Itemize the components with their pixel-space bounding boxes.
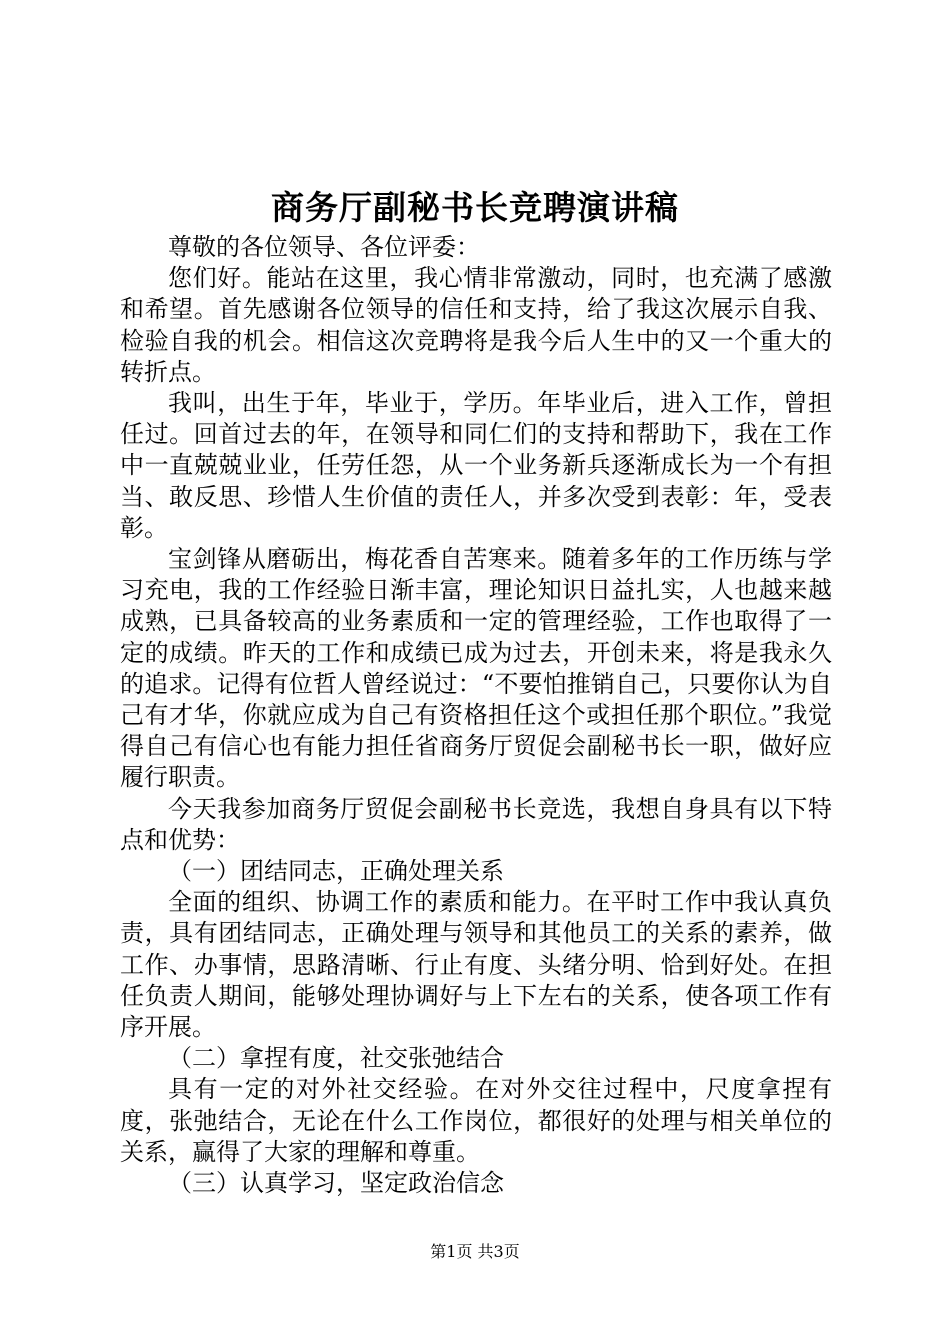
section-heading: （一）团结同志，正确处理关系 bbox=[168, 857, 504, 886]
salutation-paragraph: 尊敬的各位领导、各位评委： bbox=[168, 233, 480, 261]
body-paragraph: 我叫，出生于年，毕业于，学历。年毕业后，进入工作，曾担任过。回首过去的年，在领导和同仁们的支持和帮助下，我在工作中一直兢兢业业，任劳任怨，从一个业务新兵逐渐成长为一个有担当、敢反思、珍惜人生价值的责任人，并多次受到表彰：年，受表彰。 bbox=[120, 389, 832, 542]
document-body bbox=[120, 232, 832, 1199]
body-paragraph: 您们好。能站在这里，我心情非常激动，同时，也充满了感激和希望。首先感谢各位领导的信任和支持，给了我这次展示自我、检验自我的机会。相信这次竞聘将是我今后人生中的又一个重大的转折点。 bbox=[120, 264, 832, 386]
document-title: 商务厅副秘书长竞聘演讲稿 bbox=[271, 188, 679, 227]
section-heading: （二）拿捏有度，社交张弛结合 bbox=[168, 1044, 504, 1073]
page-number-footer: 第1页 共3页 bbox=[430, 1242, 520, 1261]
section-heading: （三）认真学习，坚定政治信念 bbox=[168, 1169, 504, 1198]
body-paragraph: 今天我参加商务厅贸促会副秘书长竞选，我想自身具有以下特点和优势： bbox=[120, 794, 832, 854]
body-paragraph: 全面的组织、协调工作的素质和能力。在平时工作中我认真负责，具有团结同志，正确处理与领导和其他员工的关系的素养，做工作、办事情，思路清晰、行止有度、头绪分明、恰到好处。在担任负责人期间，能够处理协调好与上下左右的关系，使各项工作有序开展。 bbox=[120, 888, 832, 1042]
body-paragraph: 宝剑锋从磨砺出，梅花香自苦寒来。随着多年的工作历练与学习充电，我的工作经验日渐丰富，理论知识日益扎实，人也越来越成熟，已具备较高的业务素质和一定的管理经验，工作也取得了一定的成绩。昨天的工作和成绩已成为过去，开创未来，将是我永久的追求。记得有位哲人曾经说过：“不要怕推销自己，只要你认为自己有才华，你就应成为自己有资格担任这个或担任那个职位。”我觉得自己有信心也有能力担任省商务厅贸促会副秘书长一职，做好应履行职责。 bbox=[120, 545, 832, 792]
body-paragraph: 具有一定的对外社交经验。在对外交往过程中，尺度拿捏有度，张弛结合，无论在什么工作岗位，都很好的处理与相关单位的关系，赢得了大家的理解和尊重。 bbox=[120, 1075, 832, 1166]
